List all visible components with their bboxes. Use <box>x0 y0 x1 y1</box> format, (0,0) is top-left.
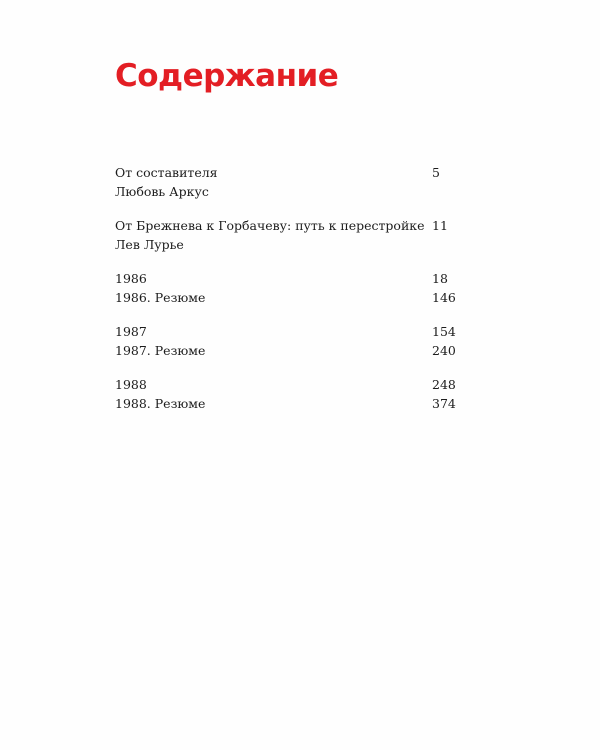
toc-line <box>115 216 460 235</box>
toc-line <box>115 322 460 341</box>
toc-line <box>115 163 460 182</box>
toc-entry <box>115 322 460 360</box>
toc-page-number: 18 <box>432 271 448 286</box>
page-title: Содержание <box>115 58 339 94</box>
toc-entry <box>115 269 460 307</box>
toc-line <box>115 235 460 254</box>
toc-line-text: От Брежнева к Горбачеву: путь к перестройке <box>115 218 425 233</box>
toc-line-text: 1986. Резюме <box>115 290 206 305</box>
toc-page-number: 248 <box>432 377 456 392</box>
toc-line <box>115 394 460 413</box>
toc-page-number: 374 <box>432 396 456 411</box>
toc-line-text: 1987. Резюме <box>115 343 206 358</box>
toc-page-number: 146 <box>432 290 456 305</box>
toc-line <box>115 182 460 201</box>
toc-line-text: От составителя <box>115 165 218 180</box>
toc-page-number: 11 <box>432 218 448 233</box>
toc-entry <box>115 216 460 254</box>
toc-line-text: 1986 <box>115 271 147 286</box>
toc-line-text: 1987 <box>115 324 147 339</box>
toc-line <box>115 288 460 307</box>
toc-page-number: 240 <box>432 343 456 358</box>
toc-line-author: Лев Лурье <box>115 237 184 252</box>
toc-line-text: 1988 <box>115 377 147 392</box>
table-of-contents <box>115 163 460 428</box>
toc-line <box>115 375 460 394</box>
toc-line-author: Любовь Аркус <box>115 184 209 199</box>
toc-line <box>115 341 460 360</box>
toc-page-number: 154 <box>432 324 456 339</box>
toc-line <box>115 269 460 288</box>
toc-entry <box>115 375 460 413</box>
toc-entry <box>115 163 460 201</box>
toc-page-number: 5 <box>432 165 440 180</box>
toc-line-text: 1988. Резюме <box>115 396 206 411</box>
